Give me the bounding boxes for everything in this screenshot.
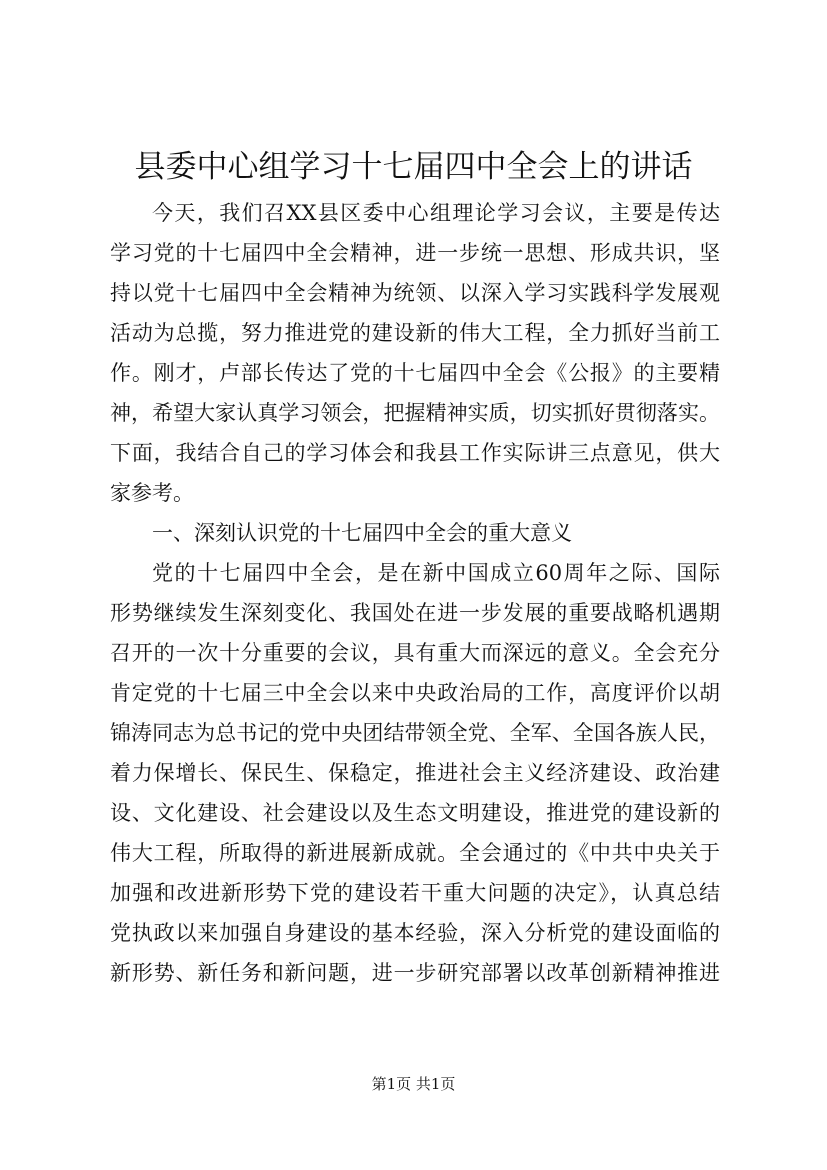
paragraph-line: 肯定党的十七届三中全会以来中央政治局的工作，高度评价以胡	[110, 681, 720, 705]
paragraph-line: 召开的一次十分重要的会议，具有重大而深远的意义。全会充分	[110, 641, 720, 665]
paragraph-line: 活动为总揽，努力推进党的建设新的伟大工程，全力抓好当前工	[110, 321, 720, 345]
paragraph-line: 伟大工程，所取得的新进展新成就。全会通过的《中共中央关于	[110, 841, 720, 865]
paragraph-line: 党执政以来加强自身建设的基本经验，深入分析党的建设面临的	[110, 921, 720, 945]
paragraph-line: 家参考。	[110, 481, 194, 505]
paragraph-line: 作。刚才，卢部长传达了党的十七届四中全会《公报》的主要精	[110, 361, 720, 385]
page-number-footer: 第1页 共1页	[371, 1075, 456, 1093]
paragraph-line: 形势继续发生深刻变化、我国处在进一步发展的重要战略机遇期	[110, 601, 720, 625]
paragraph-line: 下面，我结合自己的学习体会和我县工作实际讲三点意见，供大	[110, 441, 720, 465]
paragraph-line: 锦涛同志为总书记的党中央团结带领全党、全军、全国各族人民，	[110, 721, 720, 745]
paragraph-line: 持以党十七届四中全会精神为统领、以深入学习实践科学发展观	[110, 281, 720, 305]
paragraph-line: 设、文化建设、社会建设以及生态文明建设，推进党的建设新的	[110, 801, 720, 825]
paragraph-line: 今天，我们召XX县区委中心组理论学习会议，主要是传达	[152, 201, 720, 225]
paragraph-line: 党的十七届四中全会，是在新中国成立60周年之际、国际	[152, 561, 720, 585]
document-body	[110, 193, 720, 993]
paragraph-line: 学习党的十七届四中全会精神，进一步统一思想、形成共识，坚	[110, 241, 720, 265]
paragraph-line: 着力保增长、保民生、保稳定，推进社会主义经济建设、政治建	[110, 761, 720, 785]
paragraph-line: 新形势、新任务和新问题，进一步研究部署以改革创新精神推进	[110, 961, 720, 985]
section-heading: 一、深刻认识党的十七届四中全会的重大意义	[152, 521, 572, 545]
document-title: 县委中心组学习十七届四中全会上的讲话	[134, 149, 693, 185]
paragraph-line: 神，希望大家认真学习领会，把握精神实质，切实抓好贯彻落实。	[110, 401, 720, 425]
paragraph-line: 加强和改进新形势下党的建设若干重大问题的决定》，认真总结	[110, 881, 720, 905]
